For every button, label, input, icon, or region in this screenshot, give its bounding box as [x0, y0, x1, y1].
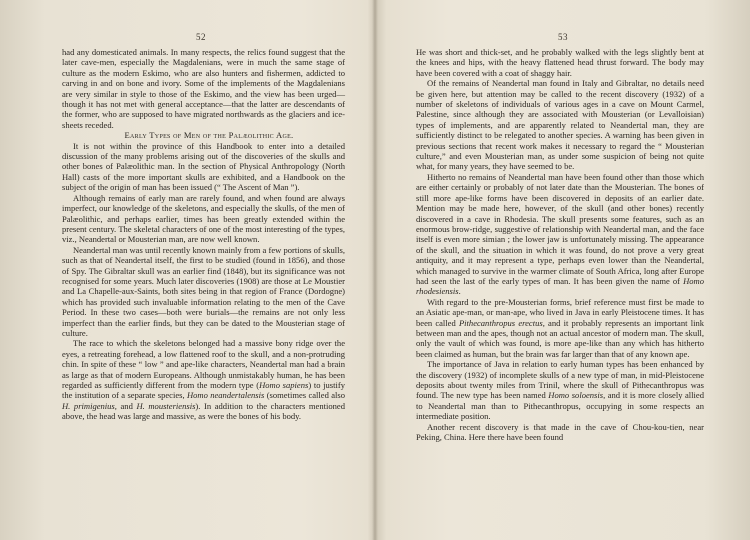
body-paragraph: [62, 193, 345, 245]
page-number-left: 52: [196, 32, 206, 42]
italic-term: Homo sapiens: [259, 380, 309, 390]
text-run: He was short and thick-set, and he probably walked with the legs slightly bent at the knees and hips, with the heavy flattened head thrust forward. The body may have been covered with a coat of shaggy hair.: [416, 47, 704, 78]
text-run: , and: [114, 400, 137, 411]
text-run: Neandertal man was until recently known mainly from a few portions of skulls, such as that of Neandertal itself, the first to be studied (found in 1856), and those of Spy. The Gibraltar skull was an earlier find (1848), but its significance was not recognised for some years. Much later discoveries (1908) are those at Le Moustier and La Chapelle-aux-Saints, both sites being in that region of France (Dordogne) which has provided such invaluable information relating to the men of the Cave Period. In these two cases—both were burials—the remains are not only less imperfect than the earlier finds, but they can be dated to the Mousterian stage of culture.: [62, 244, 345, 338]
body-paragraph: [416, 78, 704, 172]
italic-term: Homo soloensis: [548, 390, 604, 401]
text-run: Although remains of early man are rarely found, and when found are always imperfect, our knowledge of the skeletons, and especially the skulls, of the men of Palæolithic, and perhaps earlier, times has been greatly extended within the present century. The skeletal characters of one of the most interesting of the types, viz., Neandertal or Mousterian man, are now well known.: [62, 192, 345, 245]
text-run: ) to justify the institution of a separate species,: [62, 380, 345, 401]
left-page-text: [62, 47, 345, 422]
italic-term: Pithecanthropus erectus: [458, 317, 543, 328]
right-page-text: [416, 47, 704, 442]
text-run: Another recent discovery is that made in the cave of Chou-kou-tien, near Peking, China. Here there have been found: [416, 421, 704, 443]
text-run: (sometimes called also: [264, 390, 345, 401]
body-paragraph: [416, 297, 704, 359]
text-run: had any domesticated animals. In many respects, the relics found suggest that the later cave-men, especially the Magdalenians, were in much the same stage of culture as the modern Eskimo, who are also hunters and fishermen, addicted to carving in and on bone and ivory. Some of the implements of the Magdalenians are very similar in style to those of the Eskimo, and the view has been urged—though it has not met with general acceptance—that the latter are descendants of the former, who are supposed to have migrated northwards as the glaciers and ice-sheets receded.: [62, 47, 345, 130]
text-run: ). In addition to the characters mentioned above, the head was large and massive, as were the bones of his body.: [62, 400, 345, 422]
body-paragraph: [62, 245, 345, 339]
section-heading: Early Types of Men of the Palæolithic Age.: [124, 130, 294, 141]
page-number-right: 53: [558, 32, 568, 42]
body-paragraph: [62, 47, 345, 130]
text-run: The race to which the skeletons belonged had a massive bony ridge over the eyes, a retreating forehead, a low flattened roof to the skull, and a non-protruding chin. In spite of these “ low ” and ape-like characters, Neandertal man had a brain as large as that of modern Europeans. Although unmistakably human, he has been regarded as sufficiently different from the modern type (: [62, 338, 345, 390]
italic-term: H. mousteriensis: [136, 400, 196, 411]
body-paragraph: [416, 172, 704, 297]
right-page: [378, 0, 750, 540]
body-paragraph: [416, 47, 704, 78]
text-run: Of the remains of Neandertal man found in Italy and Gibraltar, no details need be given here, but attention may be called to the recent discovery (1932) of a number of skeletons of individuals of various ages in a cave on Mount Carmel, Palestine, since although they are associated with Mousterian (or Levalloisian) types of implements, and are apparently related to Neandertal man, they are sufficiently distinct to be relegated to another species. A warning has been given in previous sections that recent work makes it necessary to regard the “ Mousterian culture,” and even Mousterian man, as under some suspicion of being not quite what, for many years, they have seemed to be.: [416, 78, 704, 172]
body-paragraph: [62, 141, 345, 193]
italic-term: Homo rhodesiensis: [416, 275, 704, 297]
body-paragraph: [416, 422, 704, 443]
italic-term: Homo neandertalensis: [186, 390, 265, 401]
text-run: Hitherto no remains of Neandertal man have been found other than those which are either certainly or probably of not later date than the Mousterian. The bones of still more ape-like forms have been discovered in deposits of an earlier date. Mention may be made here, however, of the skull (and other bones) recently discovered in a cave in Rhodesia. The skull presents some features, such as an enormous brow-ridge, suggestive of relationship with Neandertal man, and the face itself is even more simian ; the lower jaw is unfortunately missing. The appearance of the skull, and the situation in which it was found, do not prove a very great antiquity, and it may represent a type, perhaps even lower than the Neandertal, which managed to survive in the warmer climate of South Africa, long after Europe had seen the last of the early types of man. It has been given the name of: [416, 171, 704, 286]
text-run: , and it probably represents an important link between man and the apes, though not an actual ancestor of modern man. The skull, only the vault of which was found, is more ape-like than any which has hitherto been claimed as human, but the brain was far larger than that of any known ape.: [416, 317, 704, 359]
italic-term: H. primigenius: [62, 400, 115, 411]
text-run: With regard to the pre-Mousterian forms, brief reference must first be made to an Asiatic ape-man, or man-ape, who lived in Java in early Pleistocene times. It has been called: [416, 296, 704, 328]
text-run: The importance of Java in relation to early human types has been enhanced by the discovery (1932) of incomplete skulls of a new type of man, in mid-Pleistocene deposits about twenty miles from Trinil, where the skull of Pithecanthropus was found. The new type has been named: [416, 359, 704, 401]
body-paragraph: [416, 359, 704, 421]
left-page: [0, 0, 372, 540]
body-paragraph: [62, 338, 345, 421]
text-run: , and it is more closely allied to Neandertal man than to Pithecanthropus, occupying in some respects an intermediate position.: [416, 390, 704, 422]
text-run: .: [458, 286, 461, 297]
text-run: It is not within the province of this Handbook to enter into a detailed discussion of the many problems arising out of the discoveries of the skulls and other bones of Palæolithic man. In the section of Physical Anthropology (North Hall) casts of the more important skulls are exhibited, and a Handbook on the subject of the origin of man has been issued (“ The Ascent of Man ”).: [62, 140, 345, 193]
